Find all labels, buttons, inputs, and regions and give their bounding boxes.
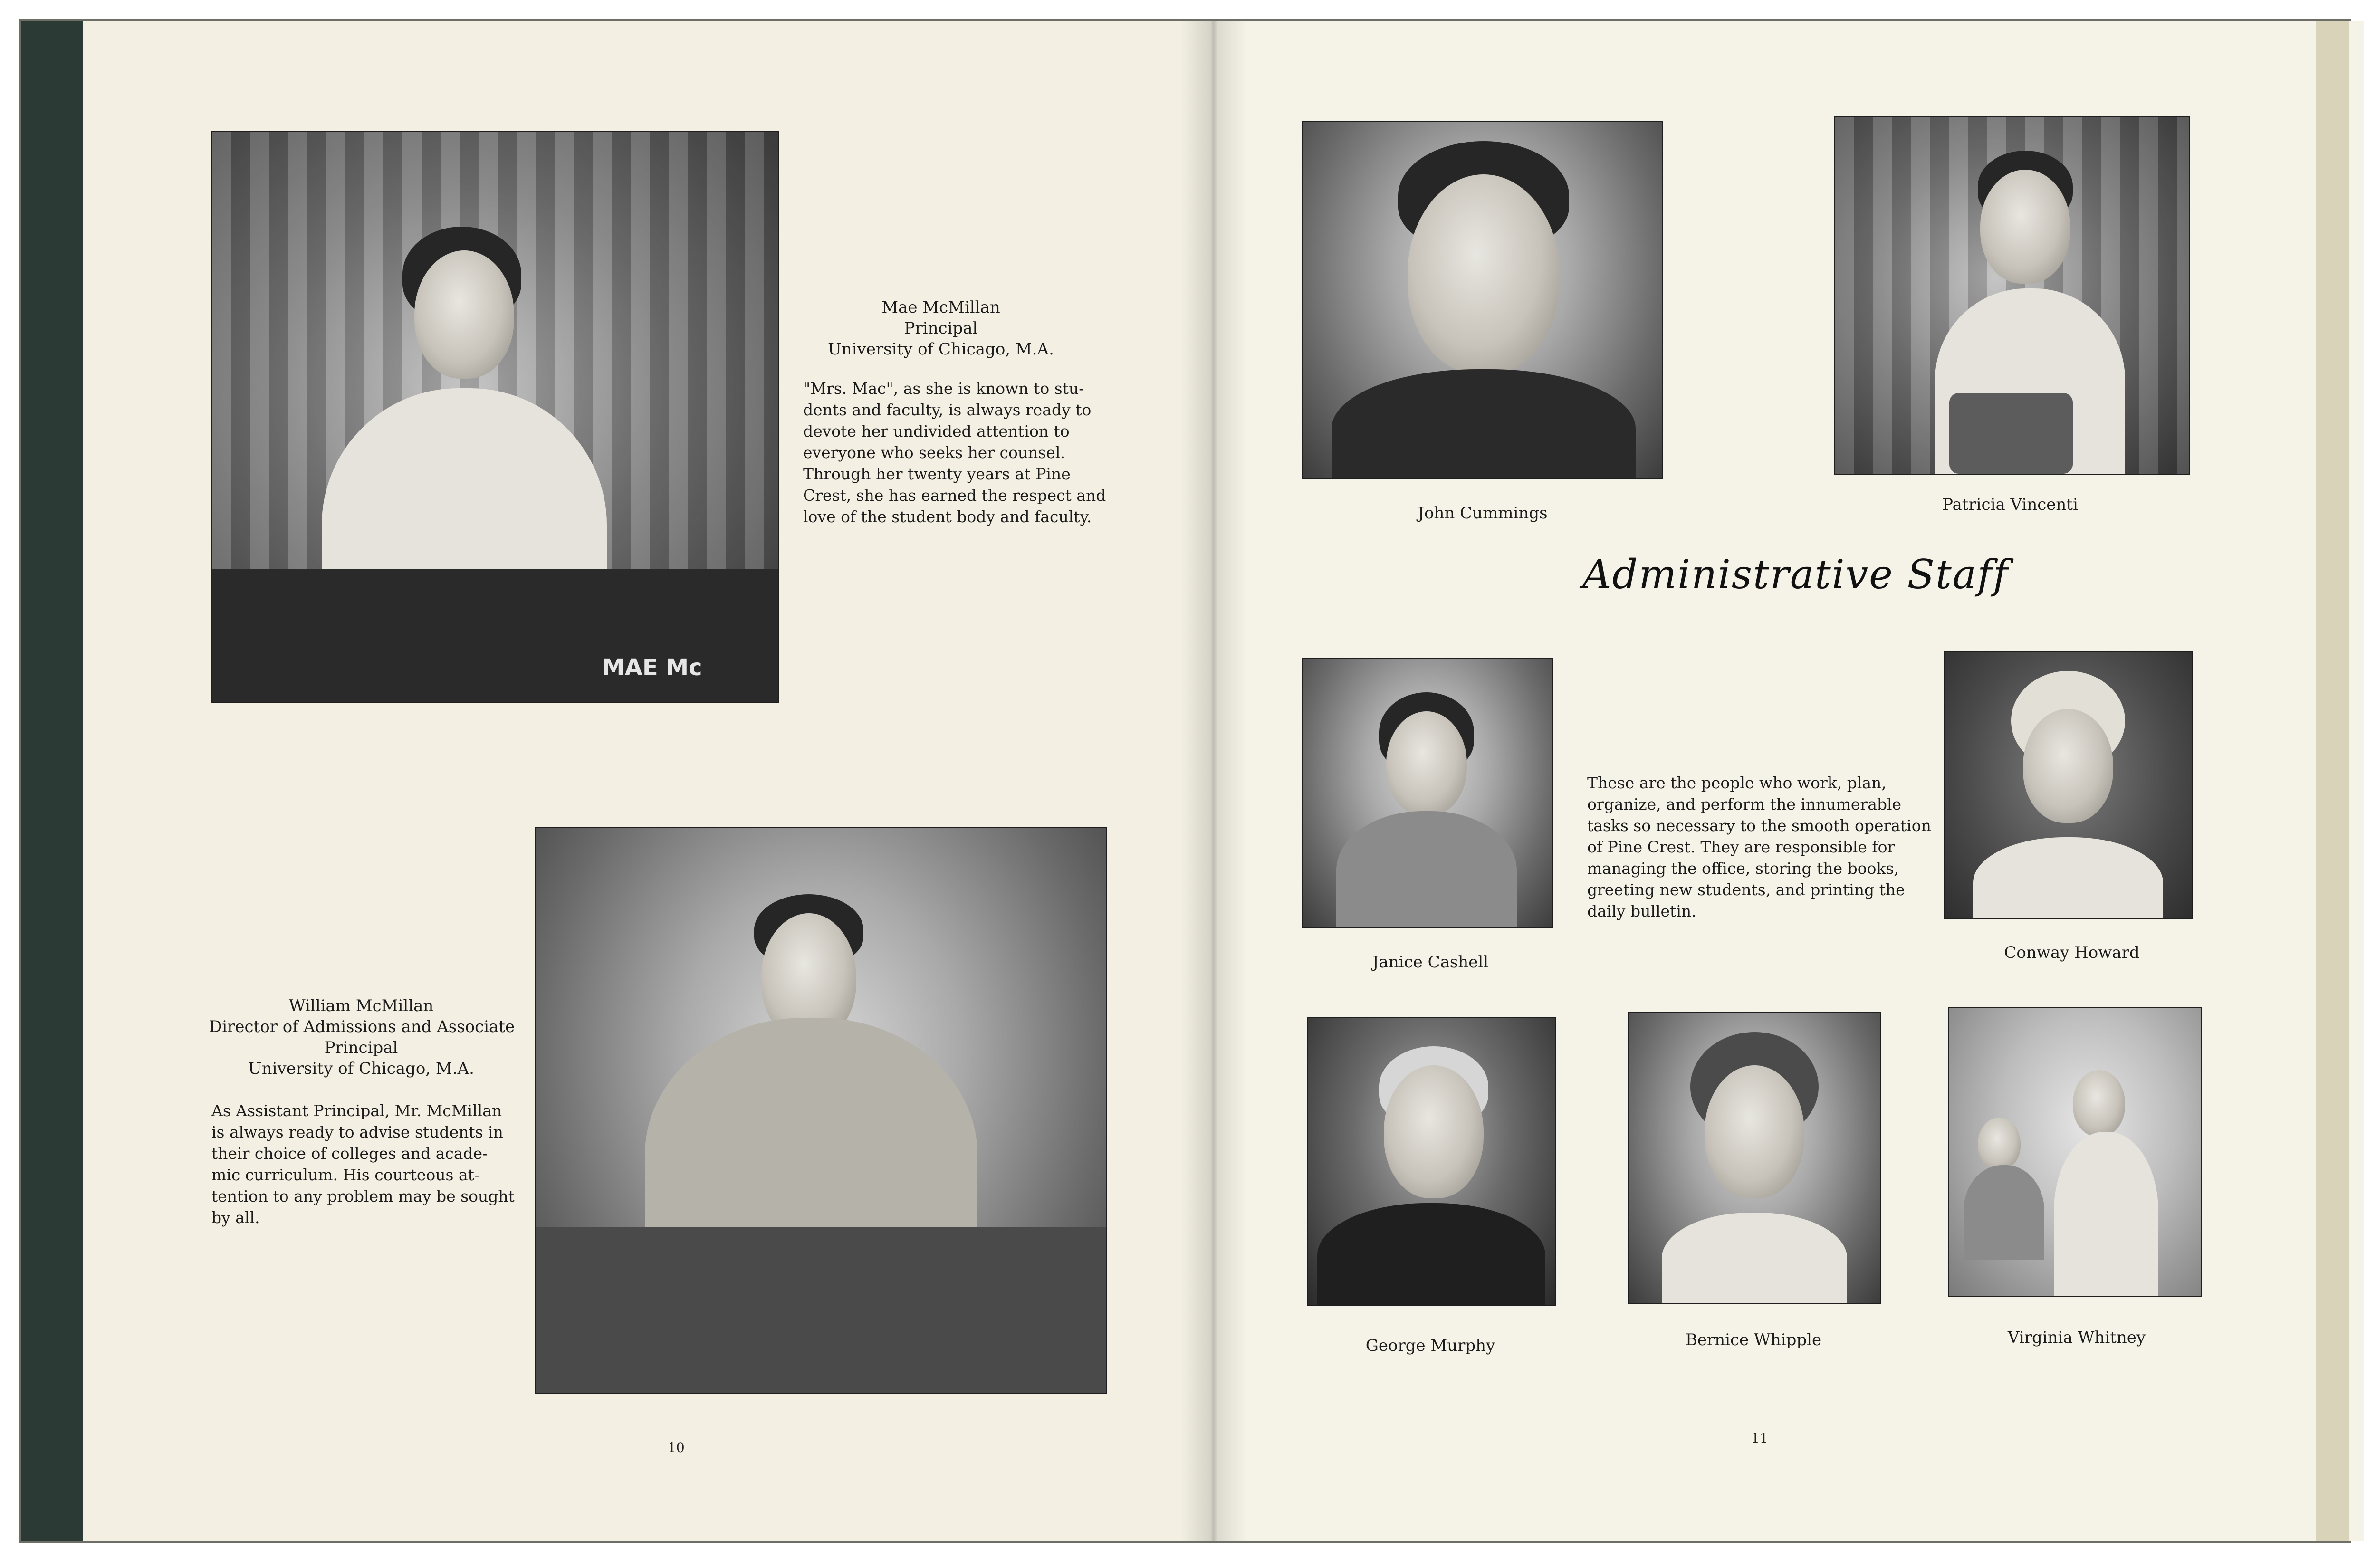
principal-name: Mae McMillan [881, 298, 1000, 317]
photo-child-body [1964, 1165, 2044, 1260]
photo-body [1332, 369, 1636, 479]
caption-patricia-vincenti: Patricia Vincenti [1942, 495, 2078, 514]
photo-typewriter [1949, 393, 2073, 474]
photo-body [1662, 1213, 1847, 1304]
principal-bio-line: Through her twenty years at Pine [803, 465, 1071, 483]
photo-face [1408, 174, 1560, 374]
photo-face [2023, 709, 2113, 823]
caption-janice-cashell: Janice Cashell [1372, 953, 1489, 972]
principal-bio-line: "Mrs. Mac", as she is known to stu- [803, 379, 1084, 398]
director-name: William McMillan [288, 996, 434, 1015]
photo-virginia-whitney [1948, 1007, 2202, 1297]
photo-john-cummings [1302, 121, 1663, 479]
photo-face [414, 250, 514, 379]
caption-bernice-whipple: Bernice Whipple [1685, 1330, 1822, 1349]
section-heading: Administrative Staff [1582, 551, 2009, 598]
staff-description-line: of Pine Crest. They are responsible for [1587, 838, 1895, 856]
principal-bio-line: devote her undivided attention to [803, 422, 1070, 440]
page-number-left: 10 [668, 1440, 685, 1455]
staff-description-line: organize, and perform the innumerable [1587, 795, 1902, 813]
director-degree: University of Chicago, M.A. [248, 1059, 474, 1078]
director-caption [209, 995, 513, 1079]
photo-janice-cashell [1302, 658, 1553, 928]
photo-face [1705, 1065, 1804, 1198]
principal-degree: University of Chicago, M.A. [828, 340, 1054, 359]
director-bio-line: tention to any problem may be sought [211, 1187, 515, 1205]
director-title-line2: Principal [324, 1038, 398, 1057]
staff-description-line: daily bulletin. [1587, 902, 1696, 920]
director-bio-line: by all. [211, 1208, 260, 1227]
principal-bio-line: Crest, she has earned the respect and [803, 486, 1106, 505]
photo-child-face [1978, 1118, 2021, 1170]
principal-bio-line: love of the student body and faculty. [803, 507, 1092, 526]
staff-description [1587, 772, 1931, 922]
photo-face [1386, 711, 1467, 816]
photo-george-murphy [1307, 1017, 1556, 1306]
page-number-right: 11 [1751, 1430, 1768, 1446]
book-edge [2316, 21, 2349, 1541]
photo-mae-mcmillan [211, 131, 779, 703]
director-title-line1: Director of Admissions and Associate [209, 1017, 515, 1036]
staff-description-line: greeting new students, and printing the [1587, 880, 1905, 899]
photo-patricia-vincenti [1834, 116, 2190, 475]
staff-description-line: tasks so necessary to the smooth operation [1587, 816, 1931, 835]
photo-face [2073, 1070, 2125, 1137]
caption-virginia-whitney: Virginia Whitney [2007, 1328, 2146, 1347]
photo-william-mcmillan [535, 827, 1107, 1394]
photo-bernice-whipple [1628, 1012, 1881, 1304]
principal-bio-line: dents and faculty, is always ready to [803, 401, 1092, 419]
photo-body [2054, 1132, 2158, 1297]
director-bio-line: their choice of colleges and acade- [211, 1144, 488, 1163]
photo-face [1980, 170, 2070, 284]
desk-nameplate: MAE Mc [602, 654, 702, 681]
staff-description-line: These are the people who work, plan, [1587, 774, 1887, 792]
photo-desk [536, 1227, 1106, 1393]
principal-bio-line: everyone who seeks her counsel. [803, 443, 1065, 462]
caption-john-cummings: John Cummings [1418, 504, 1548, 523]
photo-body [1317, 1203, 1545, 1306]
principal-caption [808, 297, 1074, 360]
director-bio [211, 1100, 516, 1228]
director-bio-line: is always ready to advise students in [211, 1123, 503, 1141]
photo-desk [212, 569, 778, 702]
caption-george-murphy: George Murphy [1365, 1336, 1495, 1355]
director-bio-line: mic curriculum. His courteous at- [211, 1166, 480, 1184]
photo-face [1384, 1065, 1484, 1198]
photo-body [1336, 811, 1517, 928]
book-gutter [1180, 21, 1247, 1541]
photo-conway-howard [1944, 651, 2193, 919]
director-bio-line: As Assistant Principal, Mr. McMillan [211, 1101, 502, 1120]
caption-conway-howard: Conway Howard [2004, 943, 2140, 962]
staff-description-line: managing the office, storing the books, [1587, 859, 1899, 878]
principal-title: Principal [904, 319, 978, 338]
principal-bio [803, 378, 1106, 527]
photo-body [1973, 837, 2163, 919]
